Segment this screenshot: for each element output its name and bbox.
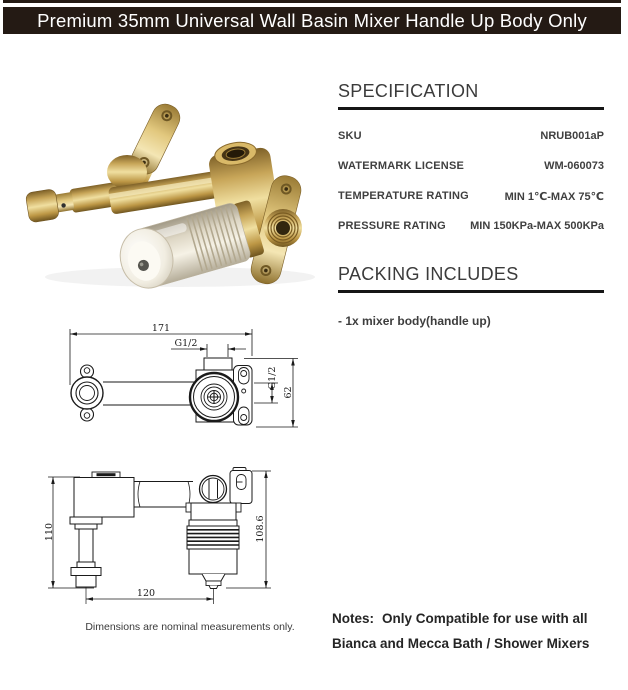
product-photo bbox=[15, 80, 330, 295]
threaded-inlet bbox=[264, 209, 302, 247]
top-border-strip bbox=[3, 0, 621, 3]
dim-top-port-thread: G1/2 bbox=[174, 338, 198, 349]
specification-heading: SPECIFICATION bbox=[338, 81, 479, 101]
dim-body-depth: 108.6 bbox=[255, 515, 266, 543]
notes-block bbox=[332, 606, 622, 656]
dimensions-disclaimer: Dimensions are nominal measurements only. bbox=[85, 621, 295, 633]
notes-label: Notes: bbox=[332, 611, 375, 626]
packing-rule bbox=[338, 290, 604, 293]
dim-body-height: 62 bbox=[283, 386, 294, 399]
page-title: Premium 35mm Universal Wall Basin Mixer Handle Up Body Only bbox=[3, 7, 621, 34]
side-view-drawing bbox=[40, 466, 275, 608]
spec-value: MIN 1℃-MAX 75℃ bbox=[504, 190, 604, 203]
specification-section bbox=[338, 81, 604, 241]
specification-rows bbox=[338, 121, 604, 241]
spec-value: MIN 150KPa-MAX 500KPa bbox=[470, 220, 604, 232]
spec-label: SKU bbox=[338, 130, 362, 142]
packing-item: - 1x mixer body(handle up) bbox=[338, 314, 491, 328]
specification-rule bbox=[338, 107, 604, 110]
notes-line-1 bbox=[332, 606, 622, 631]
spec-label: WATERMARK LICENSE bbox=[338, 160, 465, 172]
spec-row-watermark bbox=[338, 151, 604, 181]
spec-row-temperature bbox=[338, 181, 604, 211]
front-view-drawing bbox=[40, 320, 302, 436]
spec-row-pressure bbox=[338, 211, 604, 241]
spec-label: TEMPERATURE RATING bbox=[338, 190, 469, 202]
packing-section bbox=[338, 264, 604, 328]
notes-line-2: Bianca and Mecca Bath / Shower Mixers bbox=[332, 636, 590, 651]
spec-row-sku bbox=[338, 121, 604, 151]
packing-heading: PACKING INCLUDES bbox=[338, 264, 519, 284]
dim-overall-width: 171 bbox=[151, 323, 171, 334]
dim-spout-drop: 110 bbox=[44, 522, 55, 542]
notes-text-1: Only Compatible for use with all bbox=[382, 611, 588, 626]
spec-value: NRUB001aP bbox=[540, 130, 604, 142]
dim-centres: 120 bbox=[136, 588, 156, 599]
spec-value: WM-060073 bbox=[544, 160, 604, 172]
dim-side-thread: G1/2 bbox=[267, 366, 278, 390]
spec-label: PRESSURE RATING bbox=[338, 220, 446, 232]
